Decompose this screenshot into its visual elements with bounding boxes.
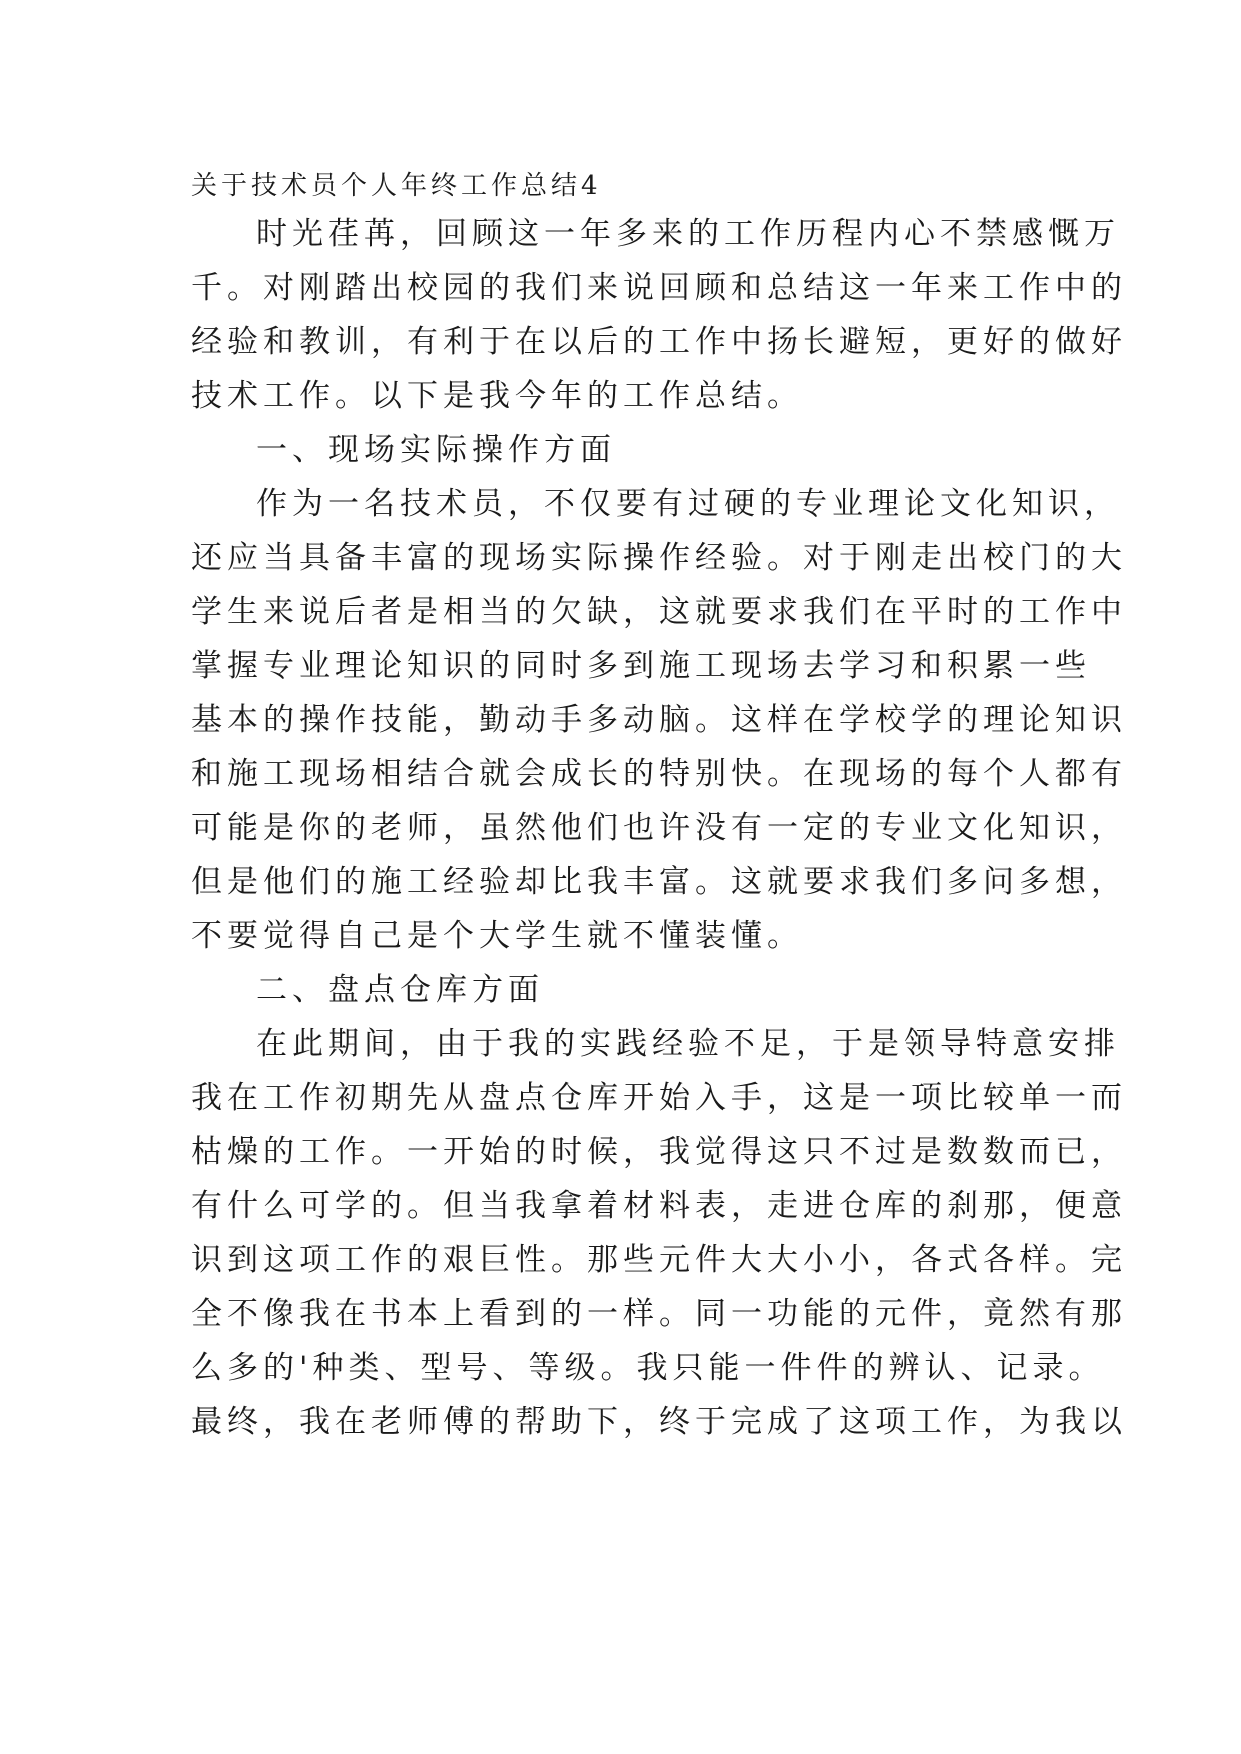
paragraph-line: 但是他们的施工经验却比我丰富。这就要求我们多问多想， [191,864,1127,900]
paragraph-line: 有什么可学的。但当我拿着材料表，走进仓库的刹那，便意 [191,1188,1127,1224]
paragraph-line: 技术工作。以下是我今年的工作总结。 [191,378,803,414]
paragraph-line: 学生来说后者是相当的欠缺，这就要求我们在平时的工作中 [191,594,1127,630]
section-heading: 二、盘点仓库方面 [256,972,544,1008]
paragraph-line: 全不像我在书本上看到的一样。同一功能的元件，竟然有那 [191,1296,1127,1332]
section-heading: 一、现场实际操作方面 [256,432,616,468]
paragraph-line: 掌握专业理论知识的同时多到施工现场去学习和积累一些 [191,648,1091,684]
paragraph-line: 可能是你的老师，虽然他们也许没有一定的专业文化知识， [191,810,1127,846]
paragraph-line: 不要觉得自己是个大学生就不懂装懂。 [191,918,803,954]
paragraph-line: 枯燥的工作。一开始的时候，我觉得这只不过是数数而已， [191,1134,1127,1170]
document-title: 关于技术员个人年终工作总结4 [191,171,602,201]
paragraph-line: 还应当具备丰富的现场实际操作经验。对于刚走出校门的大 [191,540,1127,576]
paragraph-line: 我在工作初期先从盘点仓库开始入手，这是一项比较单一而 [191,1080,1127,1116]
paragraph-line: 和施工现场相结合就会成长的特别快。在现场的每个人都有 [191,756,1127,792]
paragraph-line: 么多的'种类、型号、等级。我只能一件件的辨认、记录。 [191,1350,1105,1386]
paragraph-line: 时光荏苒，回顾这一年多来的工作历程内心不禁感慨万 [256,216,1120,252]
paragraph-line: 识到这项工作的艰巨性。那些元件大大小小，各式各样。完 [191,1242,1127,1278]
paragraph-line: 作为一名技术员，不仅要有过硬的专业理论文化知识， [256,486,1120,522]
paragraph-line: 经验和教训，有利于在以后的工作中扬长避短，更好的做好 [191,324,1127,360]
paragraph-line: 千。对刚踏出校园的我们来说回顾和总结这一年来工作中的 [191,270,1127,306]
paragraph-line: 最终，我在老师傅的帮助下，终于完成了这项工作，为我以 [191,1404,1127,1440]
paragraph-line: 在此期间，由于我的实践经验不足，于是领导特意安排 [256,1026,1120,1062]
paragraph-line: 基本的操作技能，勤动手多动脑。这样在学校学的理论知识 [191,702,1127,738]
